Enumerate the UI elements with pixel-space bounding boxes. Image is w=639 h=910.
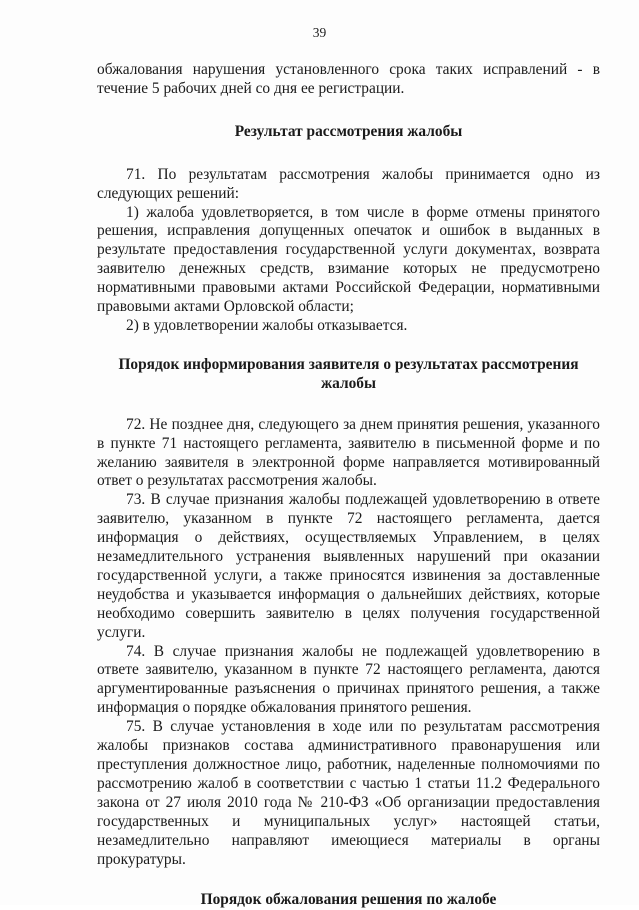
paragraph-71: 71. По результатам рассмотрения жалобы принимается одно из следующих решений: <box>97 165 600 202</box>
decision-item-2: 2) в удовлетворении жалобы отказывается. <box>126 316 408 334</box>
heading-appeal: Порядок обжалования решения по жалобе <box>200 891 497 909</box>
paragraph-75: 75. В случае установления в ходе или по результатам рассмотрения жалобы признаков состава административного правонарушения или преступления должностное лицо, работник, наделенные полномочиями по рассмотрению жалоб в соответствии с частью 1 статьи 11.2 Федерального закона от 27 июля 2010 года № 210-ФЗ «Об организации предоставления государственных и муниципальных услуг» настоящей статьи, незамедлительно направляют имеющиеся материалы в органы прокуратуры. <box>97 718 600 868</box>
paragraph-74: 74. В случае признания жалобы не подлежащей удовлетворению в ответе заявителю, указанном в пункте 72 настоящего регламента, даются аргументированные разъяснения о причинах принятого решения, а также информация о порядке обжалования принятого решения. <box>97 642 600 717</box>
paragraph-72: 72. Не позднее дня, следующего за днем принятия решения, указанного в пункте 71 настоящего регламента, заявителю в письменной форме и по желанию заявителя в электронной форме направляется мотивированный ответ о результатах рассмотрения жалобы. <box>97 415 600 490</box>
paragraph-73: 73. В случае признания жалобы подлежащей удовлетворению в ответе заявителю, указанном в пункте 72 настоящего регламента, дается информация о действиях, осуществляемых Управлением, в целях незамедлительного устранения выявленных нарушений при оказании государственной услуги, а также приносятся извинения за доставленные неудобства и указывается информация о дальнейших действиях, которые необходимо совершить заявителю в целях получения государственной услуги. <box>97 491 600 641</box>
decision-item-1: 1) жалоба удовлетворяется, в том числе в форме отмены принятого решения, исправления допущенных опечаток и ошибок в выданных в результате предоставления государственной услуги документах, возврата заявителю денежных средств, взимание которых не предусмотрено нормативными правовыми актами Российской Федерации, нормативными правовыми актами Орловской области; <box>97 203 600 316</box>
heading-result: Результат рассмотрения жалобы <box>234 122 463 140</box>
intro-paragraph: обжалования нарушения установленного срока таких исправлений - в течение 5 рабочих дней со дня ее регистрации. <box>97 61 600 97</box>
document-body <box>97 61 600 910</box>
page-number: 39 <box>312 25 327 40</box>
heading-inform: Порядок информирования заявителя о результатах рассмотрения жалобы <box>118 355 579 392</box>
